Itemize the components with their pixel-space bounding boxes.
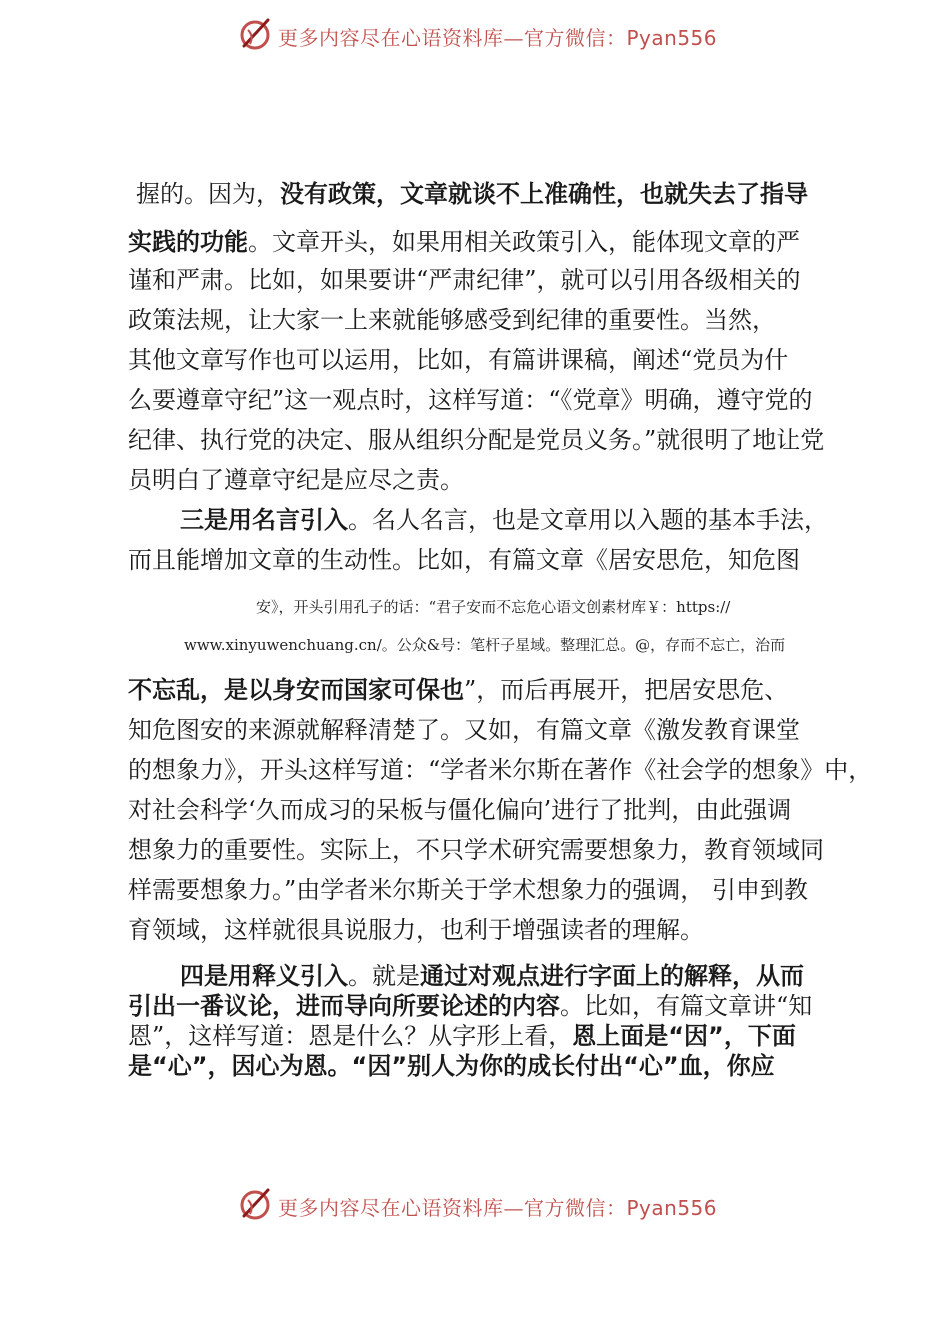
- text-line: 政策法规，让大家一上来就能够感受到纪律的重要性。当然，: [128, 306, 776, 334]
- bold-text: 恩上面是“因”，下面: [572, 1022, 796, 1050]
- bold-text: 三是用名言引入: [180, 506, 348, 534]
- text-line: 不忘乱，是以身安而国家可保也”，而后再展开，把居安思危、: [128, 676, 789, 704]
- text-line: 么要遵章守纪”这一观点时，这样写道：“《党章》明确，遵守党的: [128, 386, 813, 414]
- bold-text: 没有政策，文章就谈不上准确性，也就失去了指导: [280, 180, 808, 208]
- bold-text: 实践的功能: [128, 228, 248, 256]
- small-text-line: 安》，开头引用孔子的话：“君子安而不忘危心语文创素材库￥：https://: [256, 598, 731, 616]
- wechat-id: Pyan556: [626, 1196, 718, 1220]
- header-banner: [0, 14, 950, 54]
- text-line: 的想象力》，开头这样写道：“学者米尔斯在著作《社会学的想象》中，: [128, 756, 873, 784]
- text-line: 三是用名言引入。名人名言，也是文章用以入题的基本手法，: [180, 506, 828, 534]
- text-line: 育领域，这样就很具说服力，也利于增强读者的理解。: [128, 916, 704, 944]
- text-line: 而且能增加文章的生动性。比如，有篇文章《居安思危，知危图: [128, 546, 800, 574]
- text-line: 谨和严肃。比如，如果要讲“严肃纪律”，就可以引用各级相关的: [128, 266, 801, 294]
- footer-banner: [0, 1184, 950, 1224]
- text-line: 想象力的重要性。实际上，不只学术研究需要想象力，教育领域同: [128, 836, 824, 864]
- bold-text: 引出一番议论，进而导向所要论述的内容: [128, 992, 560, 1020]
- text-line: 对社会科学‘久而成习的呆板与僵化偏向’进行了批判，由此强调: [128, 796, 792, 824]
- banner-text: 更多内容尽在心语资料库—官方微信：: [278, 26, 627, 50]
- text-line: 员明白了遵章守纪是应尽之责。: [128, 466, 464, 494]
- text-line: 握的。因为，没有政策，文章就谈不上准确性，也就失去了指导: [136, 180, 808, 208]
- brush-logo-icon: [238, 16, 274, 52]
- bold-text: 通过对观点进行字面上的解释，从而: [420, 962, 804, 990]
- bold-text: 四是用释义引入: [180, 962, 348, 990]
- text-line: 知危图安的来源就解释清楚了。又如，有篇文章《激发教育课堂: [128, 716, 800, 744]
- text-line: 是“心”，因心为恩。“因”别人为你的成长付出“心”血，你应: [128, 1052, 775, 1080]
- bold-text: 不忘乱，是以身安而国家可保也: [128, 676, 464, 704]
- banner-text: 更多内容尽在心语资料库—官方微信：: [278, 1196, 627, 1220]
- text-line: 四是用释义引入。就是通过对观点进行字面上的解释，从而: [180, 962, 804, 990]
- small-text-line: www.xinyuwenchuang.cn/。公众&号：笔杆子星域。整理汇总。@，存而不忘亡，治而: [184, 636, 786, 654]
- text-line: 实践的功能。文章开头，如果用相关政策引入，能体现文章的严: [128, 228, 800, 256]
- wechat-id: Pyan556: [626, 26, 718, 50]
- text-line: 引出一番议论，进而导向所要论述的内容。比如，有篇文章讲“知: [128, 992, 813, 1020]
- text-line: 纪律、执行党的决定、服从组织分配是党员义务。”就很明了地让党: [128, 426, 825, 454]
- brush-logo-icon: [238, 1186, 274, 1222]
- text-line: 其他文章写作也可以运用，比如，有篇讲课稿，阐述“党员为什: [128, 346, 789, 374]
- text-line: 样需要想象力。”由学者米尔斯关于学术想象力的强调， 引申到教: [128, 876, 808, 904]
- text-line: 恩”，这样写道：恩是什么？从字形上看，恩上面是“因”，下面: [128, 1022, 796, 1050]
